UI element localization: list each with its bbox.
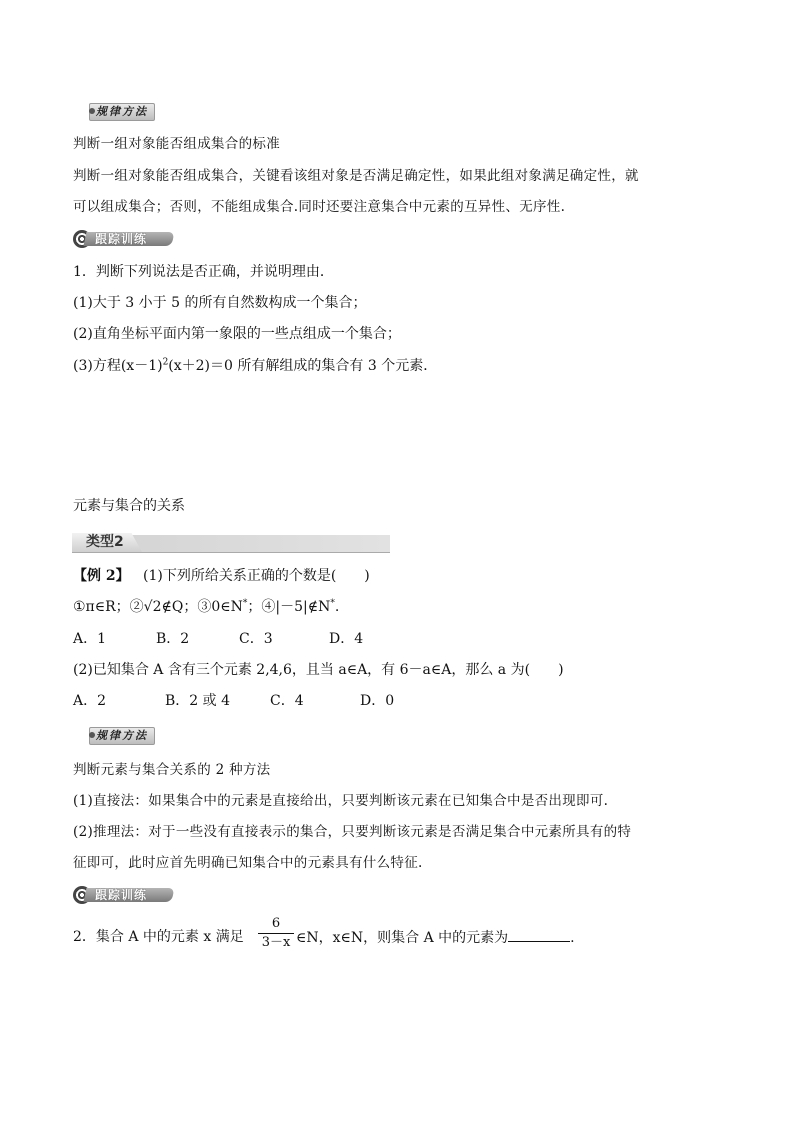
answer-blank[interactable] (508, 927, 570, 942)
fraction-numerator: 6 (271, 916, 281, 931)
question-1-option-b: B．2 (156, 631, 190, 647)
example-tag: 【例 2】 (73, 568, 130, 584)
method-item-2-line2: 征即可，此时应首先明确已知集合中的元素具有什么特征. (73, 855, 423, 871)
question-1-item-1: (1)大于 3 小于 5 的所有自然数构成一个集合； (73, 295, 367, 311)
question-1-option-a: A．1 (73, 631, 107, 647)
tracking-label: 跟踪训练 (95, 232, 148, 246)
method-badge-1 (89, 103, 155, 121)
question-2-option-c: C．4 (270, 693, 304, 709)
type-label: 类型2 (86, 534, 124, 550)
example-2-question-2: (2)已知集合 A 含有三个元素 2,4,6，且当 a∈A，有 6－a∈A，那么 a 为( ) (73, 662, 564, 678)
question-2-option-b: B．2 或 4 (165, 693, 231, 709)
fraction-6-over-3-minus-x (258, 916, 294, 951)
method-title-1: 判断一组对象能否组成集合的标准 (73, 136, 280, 152)
section-heading: 元素与集合的关系 (73, 498, 185, 514)
tracking-practice-badge-2 (73, 886, 183, 904)
method-badge-label: 规律方法 (96, 729, 148, 742)
badge-dot-icon (89, 732, 95, 738)
method-badge-label: 规律方法 (96, 105, 148, 118)
example-2-question-1: 【例 2】 (1)下列所给关系正确的个数是( ) (73, 568, 370, 584)
badge-dot-icon (89, 108, 95, 114)
question-1-item-3: (3)方程$(x-1)^2(x+2)=0$ 所有解组成的集合有 3 个元素． (73, 357, 438, 374)
method-badge-2 (89, 727, 155, 745)
method-body-1-line2: 可以组成集合；否则，不能组成集合.同时还要注意集合中元素的互异性、无序性. (73, 199, 566, 215)
question-2-suffix: ∈N，x∈N，则集合 A 中的元素为 . (296, 927, 575, 948)
example-2-relations: ①π∈R；②√2∉Q；③0∈N*；④|－5|∉N*. (73, 598, 340, 615)
fraction-denominator: 3－x (261, 935, 291, 950)
tracking-practice-badge-1 (73, 230, 183, 248)
tracking-label: 跟踪训练 (95, 888, 148, 902)
method-item-2-line1: (2)推理法：对于一些没有直接表示的集合，只要判断该元素是否满足集合中元素所具有的特 (73, 824, 632, 840)
method-title-2: 判断元素与集合关系的 2 种方法 (73, 762, 271, 778)
question-1-stem: 1．判断下列说法是否正确，并说明理由． (73, 264, 334, 280)
method-item-1: (1)直接法：如果集合中的元素是直接给出，只要判断该元素在已知集合中是否出现即可. (73, 793, 609, 809)
question-1-item-2: (2)直角坐标平面内第一象限的一些点组成一个集合； (73, 326, 401, 342)
question-1-option-d: D．4 (329, 631, 364, 647)
question-2-option-a: A．2 (73, 693, 107, 709)
question-2-prefix: 2．集合 A 中的元素 x 满足 (73, 929, 244, 945)
question-2-option-d: D．0 (360, 693, 395, 709)
method-body-1-line1: 判断一组对象能否组成集合，关键看该组对象是否满足确定性，如果此组对象满足确定性，就 (73, 168, 639, 184)
question-1-option-c: C．3 (239, 631, 273, 647)
